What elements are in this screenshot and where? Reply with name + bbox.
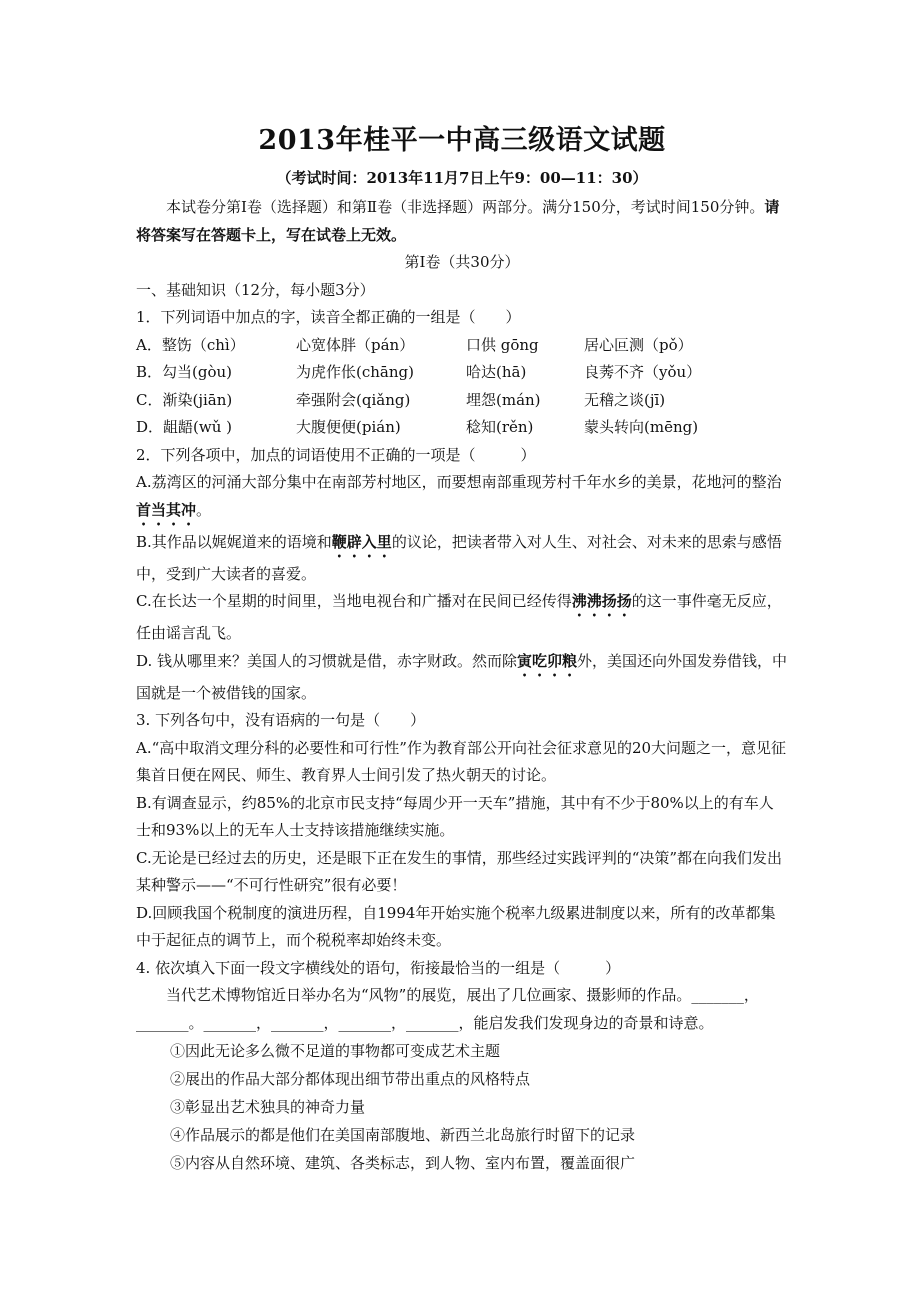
- q2-c-text: C.在长达一个星期的时间里，当地电视台和广播对在民间已经传得: [136, 592, 572, 610]
- q2-c-keyword: 沸沸扬扬: [571, 592, 632, 610]
- q3-option-c: C.无论是已经过去的历史，还是眼下正在发生的事情，那些经过实践评判的“决策”都在向我们发出某种警示——“不可行性研究”很有必要！: [136, 848, 783, 894]
- q1-option-c3: 埋怨(mán): [466, 390, 541, 409]
- intro-text: 本试卷分第Ⅰ卷（选择题）和第Ⅱ卷（非选择题）两部分。满分150分，考试时间150分钟。: [166, 198, 765, 216]
- q2-stem: 2．下列各项中，加点的词语使用不正确的一项是（ ）: [136, 445, 536, 464]
- q4-passage: 当代艺术博物馆近日举办名为“风物”的展览，展出了几位画家、摄影师的作品。_______，_______。_______，_______，_______，_______，能启发我们发现身边的奇景和诗意。: [136, 986, 759, 1032]
- q4-option-2: ②展出的作品大部分都体现出细节带出重点的风格特点: [170, 1070, 531, 1088]
- q2-a-tail: 。: [196, 500, 212, 519]
- q2-c-tail: 的这一事件毫无反应，任由谣言乱飞。: [136, 592, 782, 642]
- q2-b-text: B.其作品以娓娓道来的语境和: [136, 532, 332, 551]
- q2-b-keyword: 鞭辟入里: [331, 532, 392, 551]
- q2-d-tail: 外，美国还向外国发券借钱，中国就是一个被借钱的国家。: [136, 651, 788, 702]
- q1-stem: 1．下列词语中加点的字，读音全都正确的一组是（ ）: [136, 308, 521, 326]
- q1-option-b4: 良莠不齐（yǒu）: [584, 363, 702, 381]
- q1-option-a4: 居心叵测（pǒ）: [584, 335, 693, 354]
- intro-warning: 请将答案写在答题卡上，写在试卷上无效。: [136, 198, 780, 244]
- q1-option-d2: 大腹便便(pián): [296, 418, 401, 436]
- q1-option-d3: 稔知(rěn): [466, 418, 534, 436]
- q1-option-b2: 为虎作伥(chāng): [296, 363, 414, 381]
- q4-option-4: ④作品展示的都是他们在美国南部腹地、新西兰北岛旅行时留下的记录: [170, 1126, 636, 1144]
- q2-option-d: [136, 648, 788, 708]
- q2-d-keyword: 寅吃卯粮: [517, 651, 578, 670]
- q4-option-1: ①因此无论多么微不足道的事物都可变成艺术主题: [170, 1042, 501, 1060]
- q1-options: [136, 332, 788, 442]
- q3-option-d: D.回顾我国个税制度的演进历程，自1994年开始实施个税率九级累进制度以来，所有的改革都集中于起征点的调节上，而个税税率却始终未变。: [136, 903, 776, 949]
- q2-option-c: [136, 588, 788, 648]
- exam-time: （考试时间：2013年11月7日上午9：00—11：30）: [276, 169, 648, 187]
- q4-stem: 4. 依次填入下面一段文字横线处的语句，衔接最恰当的一组是（ ）: [136, 958, 621, 977]
- q1-option-d1: D．龃龉(wǔ ): [136, 418, 232, 436]
- q4-option-3: ③彰显出艺术独具的神奇力量: [170, 1098, 366, 1116]
- q1-option-a2: 心宽体胖（pán）: [296, 335, 415, 354]
- q4-option-5: ⑤内容从自然环境、建筑、各类标志，到人物、室内布置，覆盖面很广: [170, 1154, 636, 1172]
- q2-d-text: D. 钱从哪里来？美国人的习惯就是借，赤字财政。然而除: [136, 651, 518, 670]
- q2-b-tail: 的议论，把读者带入对人生、对社会、对未来的思索与感悟中，受到广大读者的喜爱。: [136, 532, 782, 583]
- volume-title: 第Ⅰ卷（共30分）: [404, 253, 520, 271]
- q3-option-a: A.“高中取消文理分科的必要性和可行性”作为教育部公开向社会征求意见的20大问题之一，意见征集首日便在网民、师生、教育界人士间引发了热火朝天的讨论。: [136, 738, 787, 784]
- q1-option-c1: C．渐染(jiān): [136, 390, 233, 409]
- q2-a-keyword: 首当其冲: [136, 500, 197, 519]
- q1-option-a1: A．整饬（chì）: [136, 335, 245, 354]
- q3-option-b: B.有调查显示，约85%的北京市民支持“每周少开一天车”措施，其中有不少于80%以上的有车人士和93%以上的无车人士支持该措施继续实施。: [136, 793, 774, 839]
- q1-option-d4: 蒙头转向(mēng): [584, 418, 699, 436]
- q1-option-b3: 哈达(hā): [466, 363, 527, 381]
- q3-stem: 3. 下列各句中，没有语病的一句是（ ）: [136, 711, 426, 729]
- page-title: 2013年桂平一中高三级语文试题: [258, 125, 666, 156]
- q1-option-b1: B．勾当(gòu): [136, 363, 233, 381]
- q2-a-text: A.荔湾区的河涌大部分集中在南部芳村地区，而要想南部重现芳村千年水乡的美景，花地河的整治: [136, 473, 782, 491]
- q1-option-c4: 无稽之谈(jī): [584, 390, 666, 409]
- part-title: 一、基础知识（12分，每小题3分）: [136, 280, 375, 299]
- q1-option-c2: 牵强附会(qiǎng): [296, 390, 411, 409]
- q1-option-a3: 口供 gōng: [466, 335, 539, 354]
- q2-option-b: [136, 529, 788, 589]
- intro-paragraph: [136, 194, 788, 249]
- q2-option-a: [136, 469, 788, 529]
